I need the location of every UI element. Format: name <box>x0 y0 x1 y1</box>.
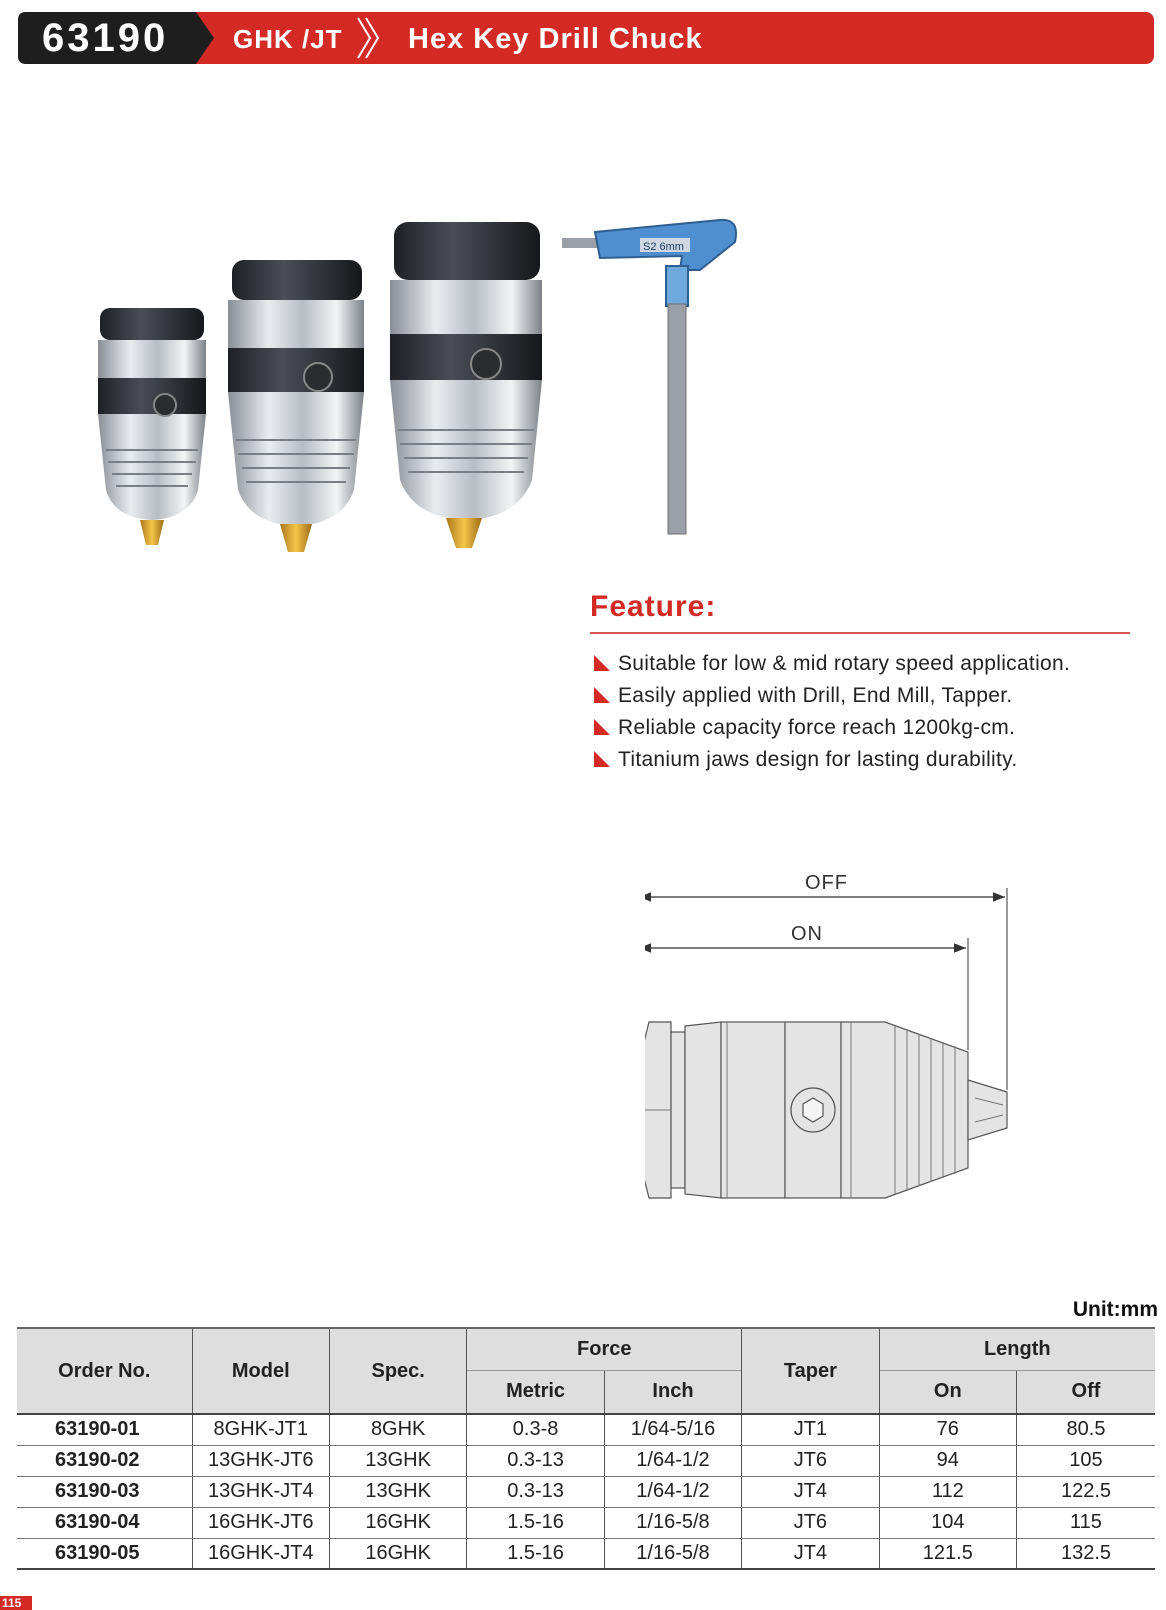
dimension-drawing <box>645 872 1045 1230</box>
chuck-medium-image <box>228 260 364 552</box>
chuck-small-image <box>98 308 206 545</box>
taper-cell: JT6 <box>742 1445 879 1476</box>
hex-key-image <box>562 220 736 534</box>
taper-cell: JT4 <box>742 1538 879 1569</box>
spec-cell: 16GHK <box>329 1538 466 1569</box>
spec-cell: 16GHK <box>329 1507 466 1538</box>
order-no-cell: 63190-02 <box>17 1445 192 1476</box>
feature-item: Titanium jaws design for lasting durability. <box>590 744 1130 776</box>
on-cell: 112 <box>879 1476 1016 1507</box>
feature-item: Suitable for low & mid rotary speed application. <box>590 648 1130 680</box>
product-code: 63190 <box>42 16 169 60</box>
wrench-label: S2 6mm <box>643 241 684 253</box>
col-on: On <box>879 1370 1016 1414</box>
inch-cell: 1/64-1/2 <box>604 1476 741 1507</box>
on-cell: 94 <box>879 1445 1016 1476</box>
feature-title: Feature: <box>590 590 717 623</box>
table-row <box>17 1414 1155 1445</box>
col-model: Model <box>192 1328 329 1414</box>
off-cell: 132.5 <box>1017 1538 1156 1569</box>
taper-cell: JT6 <box>742 1507 879 1538</box>
page-number: 115 <box>0 1596 32 1610</box>
page-title: Hex Key Drill Chuck <box>408 23 703 55</box>
table-row <box>17 1476 1155 1507</box>
off-dimension-label: OFF <box>805 872 848 894</box>
spec-cell: 13GHK <box>329 1476 466 1507</box>
off-cell: 115 <box>1017 1507 1156 1538</box>
table-row <box>17 1538 1155 1569</box>
col-off: Off <box>1017 1370 1156 1414</box>
red-triangle-bullet-icon <box>592 717 612 737</box>
col-spec: Spec. <box>329 1328 466 1414</box>
red-triangle-bullet-icon <box>592 653 612 673</box>
unit-label: Unit:mm <box>1072 1298 1158 1321</box>
col-length: Length <box>879 1328 1155 1370</box>
off-cell: 80.5 <box>1017 1414 1156 1445</box>
spec-cell: 13GHK <box>329 1445 466 1476</box>
feature-item: Easily applied with Drill, End Mill, Tapper. <box>590 680 1130 712</box>
feature-section <box>590 590 1130 776</box>
on-cell: 76 <box>879 1414 1016 1445</box>
order-no-cell: 63190-04 <box>17 1507 192 1538</box>
feature-list <box>590 648 1130 776</box>
order-no-cell: 63190-01 <box>17 1414 192 1445</box>
feature-divider <box>590 632 1130 634</box>
model-cell: 16GHK-JT4 <box>192 1538 329 1569</box>
product-series: GHK /JT <box>233 24 343 54</box>
col-metric: Metric <box>467 1370 604 1414</box>
col-force: Force <box>467 1328 742 1370</box>
off-cell: 122.5 <box>1017 1476 1156 1507</box>
col-order-no: Order No. <box>17 1328 192 1414</box>
taper-cell: JT1 <box>742 1414 879 1445</box>
metric-cell: 0.3-13 <box>467 1445 604 1476</box>
header-banner <box>18 12 1154 64</box>
red-triangle-bullet-icon <box>592 685 612 705</box>
model-cell: 13GHK-JT4 <box>192 1476 329 1507</box>
inch-cell: 1/16-5/8 <box>604 1507 741 1538</box>
metric-cell: 0.3-13 <box>467 1476 604 1507</box>
inch-cell: 1/64-5/16 <box>604 1414 741 1445</box>
col-taper: Taper <box>742 1328 879 1414</box>
order-no-cell: 63190-03 <box>17 1476 192 1507</box>
on-cell: 104 <box>879 1507 1016 1538</box>
red-triangle-bullet-icon <box>592 749 612 769</box>
inch-cell: 1/64-1/2 <box>604 1445 741 1476</box>
model-cell: 13GHK-JT6 <box>192 1445 329 1476</box>
model-cell: 16GHK-JT6 <box>192 1507 329 1538</box>
spec-cell: 8GHK <box>329 1414 466 1445</box>
col-inch: Inch <box>604 1370 741 1414</box>
feature-item: Reliable capacity force reach 1200kg-cm. <box>590 712 1130 744</box>
on-dimension-label: ON <box>791 923 823 945</box>
metric-cell: 0.3-8 <box>467 1414 604 1445</box>
order-no-cell: 63190-05 <box>17 1538 192 1569</box>
spec-table <box>17 1327 1155 1570</box>
metric-cell: 1.5-16 <box>467 1507 604 1538</box>
table-row <box>17 1445 1155 1476</box>
inch-cell: 1/16-5/8 <box>604 1538 741 1569</box>
on-cell: 121.5 <box>879 1538 1016 1569</box>
off-cell: 105 <box>1017 1445 1156 1476</box>
metric-cell: 1.5-16 <box>467 1538 604 1569</box>
product-images <box>80 200 780 580</box>
taper-cell: JT4 <box>742 1476 879 1507</box>
chuck-large-image <box>390 222 542 548</box>
model-cell: 8GHK-JT1 <box>192 1414 329 1445</box>
table-row <box>17 1507 1155 1538</box>
